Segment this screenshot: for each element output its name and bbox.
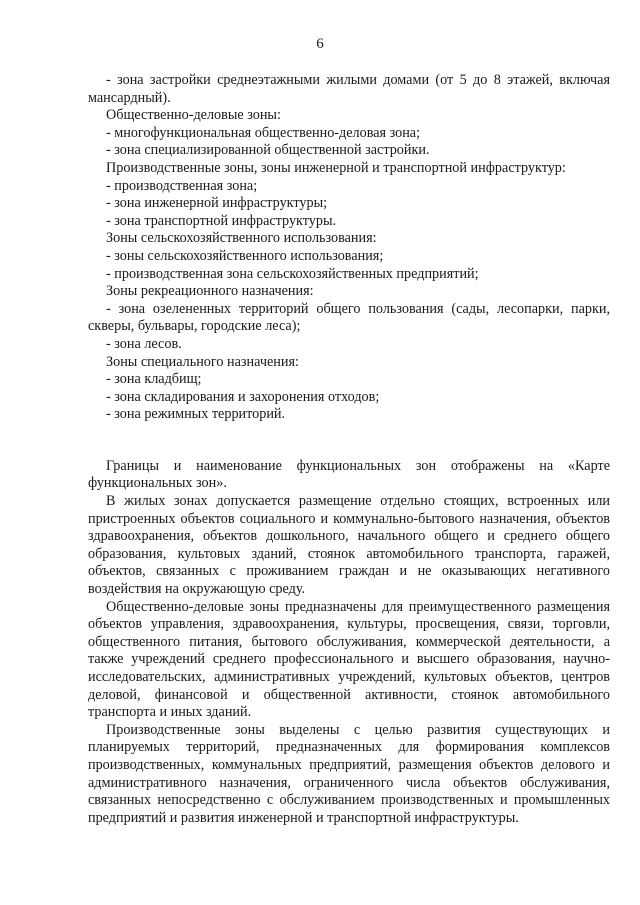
paragraph-gap [88, 424, 610, 458]
page-number: 6 [316, 36, 324, 52]
body-paragraph: Общественно-деловые зоны предназначены для преимущественного размещения объектов управления, здравоохранения, культуры, просвещения, связи, торговли, общественного питания, бытового обслуживания, коммерческой деятельности, а также учреждений среднего профессионального и высшего образования, научно-исследовательских, административных учреждений, культовых объектов, центров деловой, финансовой и общественной активности, стоянок автомобильного транспорта и иных зданий. [88, 598, 610, 721]
body-paragraph: В жилых зонах допускается размещение отдельно стоящих, встроенных или пристроенных объектов социального и коммунально-бытового назначения, объектов здравоохранения, объектов дошкольного, начального общего и среднего общего образования, культовых зданий, стоянок автомобильного транспорта, гаражей, объектов, связанных с проживанием граждан и не оказывающих негативного воздействия на окружающую среду. [88, 493, 610, 598]
list-item: - зона специализированной общественной застройки. [106, 142, 430, 159]
body-paragraph: Границы и наименование функциональных зон отображены на «Карте функциональных зон». [88, 457, 610, 492]
section-heading: Общественно-деловые зоны: [106, 107, 281, 124]
page-body [88, 72, 610, 827]
list-item: - зоны сельскохозяйственного использования; [106, 247, 384, 264]
list-item: - зона режимных территорий. [106, 406, 286, 423]
section-heading: Зоны сельскохозяйственного использования: [106, 230, 377, 247]
list-item: - зона лесов. [106, 335, 182, 352]
list-item: - зона транспортной инфраструктуры. [106, 212, 337, 229]
list-item: - многофункциональная общественно-деловая зона; [106, 124, 421, 141]
section-heading: Производственные зоны, зоны инженерной и транспортной инфраструктур: [106, 159, 566, 176]
list-item: - зона кладбищ; [106, 371, 202, 388]
list-item: - производственная зона; [106, 177, 258, 194]
list-item: - производственная зона сельскохозяйственных предприятий; [106, 265, 479, 282]
list-line: - зона застройки среднеэтажными жилыми домами (от 5 до 8 этажей, включая мансардный). [88, 72, 610, 106]
section-heading: Зоны рекреационного назначения: [106, 283, 314, 300]
section-heading: Зоны специального назначения: [106, 353, 299, 370]
list-item: - зона складирования и захоронения отходов; [106, 388, 380, 405]
list-item: - зона озелененных территорий общего пользования (сады, лесопарки, парки, скверы, бульвары, городские леса); [88, 300, 610, 335]
list-item: - зона инженерной инфраструктуры; [106, 195, 328, 212]
body-paragraph: Производственные зоны выделены с целью развития существующих и планируемых территорий, предназначенных для формирования комплексов производственных, коммунальных предприятий, размещения объектов делового и административного назначения, ограниченного числа объектов обслуживания, связанных непосредственно с обслуживанием производственных и промышленных предприятий и развития инженерной и транспортной инфраструктуры. [88, 721, 610, 826]
